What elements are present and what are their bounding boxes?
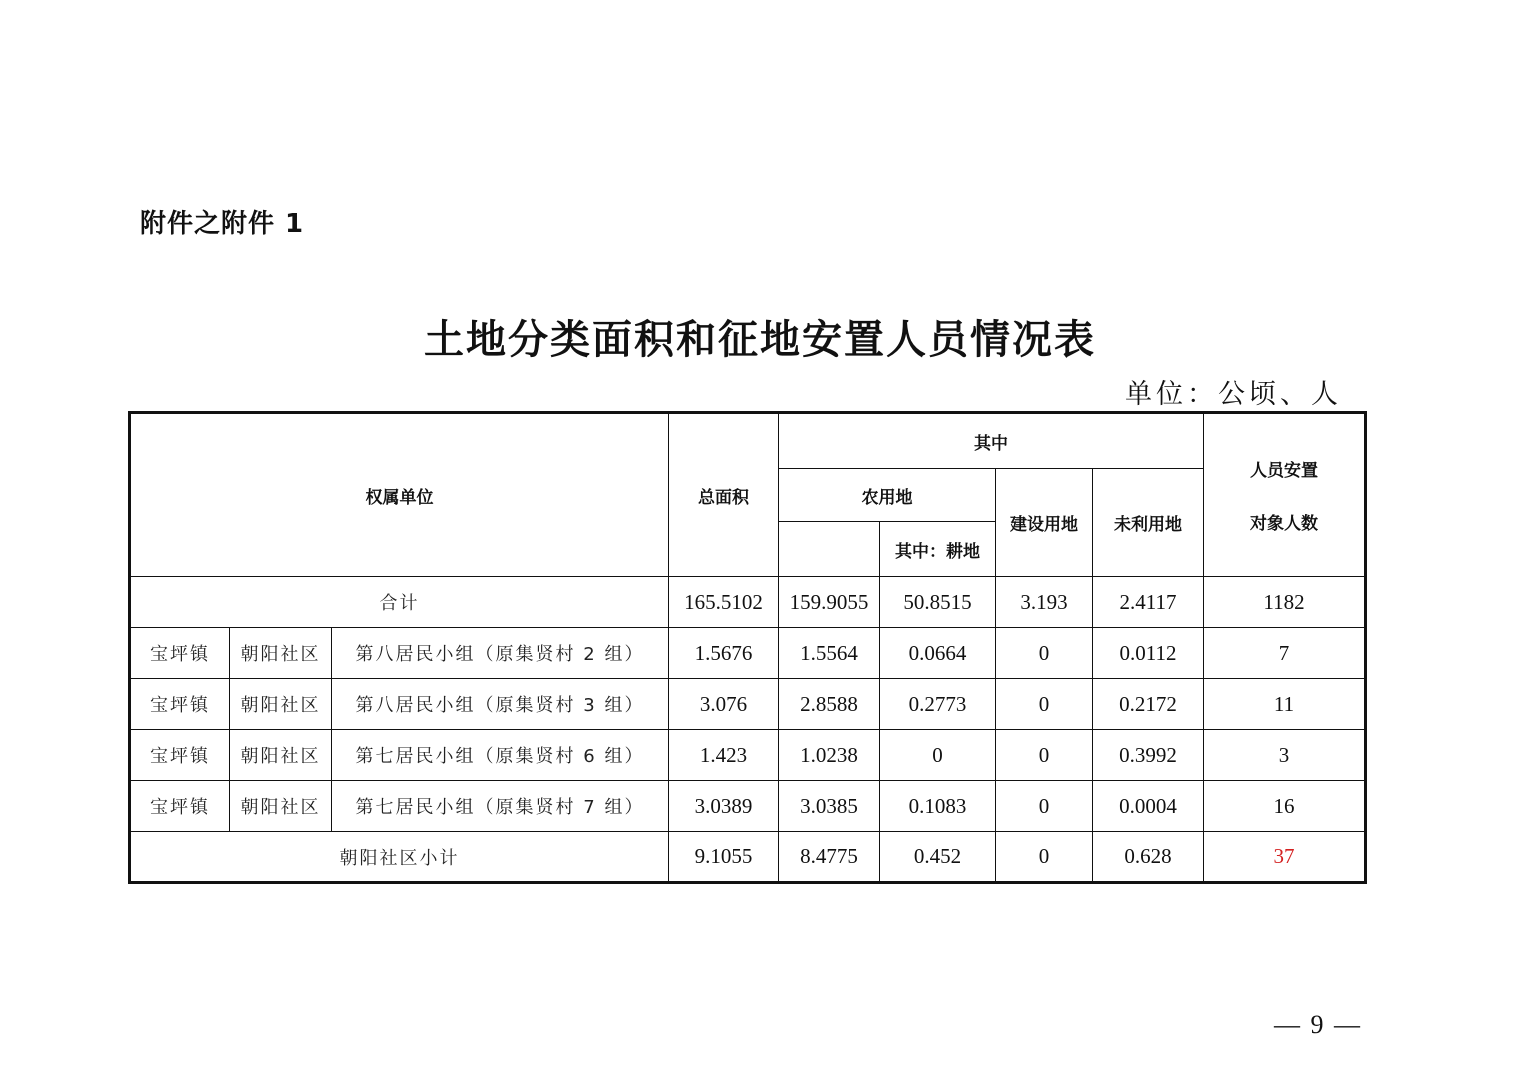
header-row-1 — [130, 413, 1366, 469]
subtotal-label: 朝阳社区小计 — [130, 832, 669, 883]
header-of-which: 其中 — [779, 413, 1204, 469]
cell-town: 宝坪镇 — [130, 781, 230, 832]
cell-farmland: 3.0385 — [779, 781, 880, 832]
unit-label: 单位：公顷、人 — [1125, 379, 1342, 410]
header-resettled-people — [1204, 413, 1366, 577]
cell-town: 宝坪镇 — [130, 679, 230, 730]
table-row — [130, 628, 1366, 679]
total-cultivated: 50.8515 — [880, 577, 996, 628]
cell-community: 朝阳社区 — [230, 679, 332, 730]
cell-construction: 0 — [996, 679, 1093, 730]
cell-total-area: 3.0389 — [669, 781, 779, 832]
cell-unused: 0.0112 — [1093, 628, 1204, 679]
attachment-label: 附件之附件 1 — [140, 209, 305, 239]
cell-farmland: 1.0238 — [779, 730, 880, 781]
header-farmland: 农用地 — [779, 469, 996, 522]
subtotal-unused: 0.628 — [1093, 832, 1204, 883]
header-resettled-line1: 人员安置 — [1250, 461, 1319, 481]
cell-total-area: 3.076 — [669, 679, 779, 730]
subtotal-construction: 0 — [996, 832, 1093, 883]
total-label: 合计 — [130, 577, 669, 628]
total-total-area: 165.5102 — [669, 577, 779, 628]
cell-town: 宝坪镇 — [130, 628, 230, 679]
total-construction: 3.193 — [996, 577, 1093, 628]
cell-unused: 0.0004 — [1093, 781, 1204, 832]
subtotal-farmland: 8.4775 — [779, 832, 880, 883]
cell-total-area: 1.423 — [669, 730, 779, 781]
subtotal-row — [130, 832, 1366, 883]
table-row — [130, 730, 1366, 781]
cell-people: 7 — [1204, 628, 1366, 679]
cell-community: 朝阳社区 — [230, 628, 332, 679]
cell-cultivated: 0.2773 — [880, 679, 996, 730]
table-row — [130, 679, 1366, 730]
total-row — [130, 577, 1366, 628]
cell-total-area: 1.5676 — [669, 628, 779, 679]
cell-construction: 0 — [996, 730, 1093, 781]
cell-people: 3 — [1204, 730, 1366, 781]
total-people: 1182 — [1204, 577, 1366, 628]
cell-construction: 0 — [996, 781, 1093, 832]
cell-people: 16 — [1204, 781, 1366, 832]
header-unused-land: 未利用地 — [1093, 469, 1204, 577]
cell-unused: 0.2172 — [1093, 679, 1204, 730]
header-total-area: 总面积 — [669, 413, 779, 577]
cell-group: 第七居民小组（原集贤村 7 组） — [332, 781, 669, 832]
cell-group: 第八居民小组（原集贤村 2 组） — [332, 628, 669, 679]
cell-farmland: 1.5564 — [779, 628, 880, 679]
subtotal-cultivated: 0.452 — [880, 832, 996, 883]
cell-cultivated: 0.1083 — [880, 781, 996, 832]
subtotal-people: 37 — [1204, 832, 1366, 883]
total-unused: 2.4117 — [1093, 577, 1204, 628]
header-farmland-blank — [779, 522, 880, 577]
header-resettled-line2: 对象人数 — [1250, 514, 1319, 534]
cell-community: 朝阳社区 — [230, 730, 332, 781]
table-row — [130, 781, 1366, 832]
total-farmland: 159.9055 — [779, 577, 880, 628]
cell-group: 第七居民小组（原集贤村 6 组） — [332, 730, 669, 781]
cell-cultivated: 0 — [880, 730, 996, 781]
document-title: 土地分类面积和征地安置人员情况表 — [424, 316, 1096, 363]
cell-farmland: 2.8588 — [779, 679, 880, 730]
land-classification-table — [128, 411, 1367, 884]
cell-construction: 0 — [996, 628, 1093, 679]
cell-cultivated: 0.0664 — [880, 628, 996, 679]
cell-people: 11 — [1204, 679, 1366, 730]
cell-group: 第八居民小组（原集贤村 3 组） — [332, 679, 669, 730]
subtotal-total-area: 9.1055 — [669, 832, 779, 883]
header-owner-unit: 权属单位 — [130, 413, 669, 577]
header-cultivated: 其中：耕地 — [880, 522, 996, 577]
cell-community: 朝阳社区 — [230, 781, 332, 832]
cell-town: 宝坪镇 — [130, 730, 230, 781]
header-construction-land: 建设用地 — [996, 469, 1093, 577]
cell-unused: 0.3992 — [1093, 730, 1204, 781]
page-number: — 9 — — [1274, 1010, 1362, 1039]
